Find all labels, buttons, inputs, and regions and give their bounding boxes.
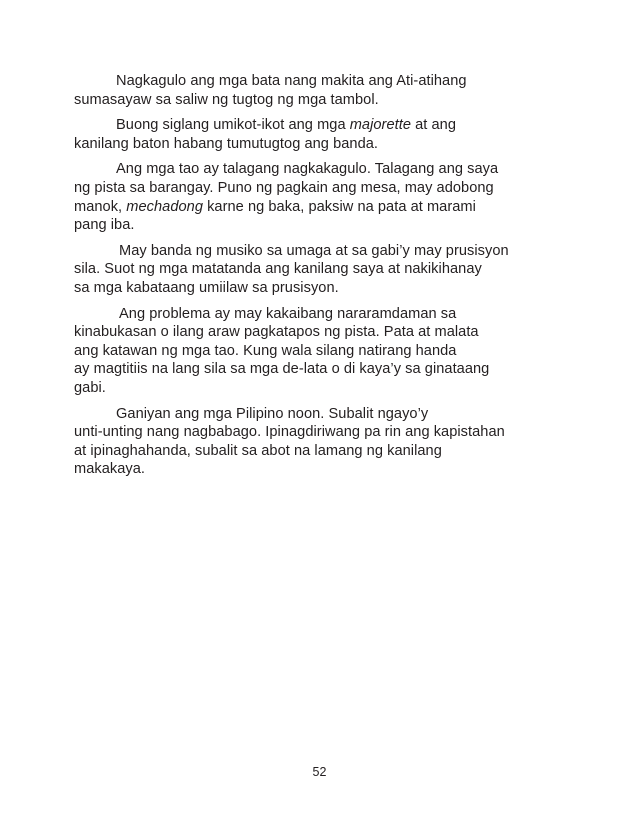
paragraph-5 xyxy=(74,305,544,398)
text-run: at ang xyxy=(411,117,456,134)
paragraph-1 xyxy=(74,72,544,109)
text-run: unti-unting nang nagbabago. Ipinagdiriwang pa rin ang kapistahan xyxy=(74,424,505,441)
text-run: at ipinaghahanda, subalit sa abot na lamang ng kanilang xyxy=(74,442,442,459)
text-line xyxy=(74,260,544,279)
text-run: Ang mga tao ay talagang nagkakagulo. Talagang ang saya xyxy=(116,161,499,178)
text-run: gabi. xyxy=(74,379,106,396)
text-line xyxy=(74,360,544,379)
text-run: sila. Suot ng mga matatanda ang kanilang saya at nakikihanay xyxy=(74,261,482,278)
text-line xyxy=(74,379,544,398)
text-run: makakaya. xyxy=(74,461,146,478)
text-line xyxy=(74,179,544,198)
text-run: kinabukasan o ilang araw pagkatapos ng pista. Pata at malata xyxy=(74,324,479,341)
body-text xyxy=(74,72,544,486)
text-line xyxy=(74,460,544,479)
text-line xyxy=(74,216,544,235)
text-line xyxy=(74,72,544,91)
text-run: sumasayaw sa saliw ng tugtog ng mga tambol. xyxy=(74,91,379,108)
text-line xyxy=(74,279,544,298)
text-line xyxy=(74,305,544,324)
text-run: karne ng baka, paksiw na pata at marami xyxy=(202,198,476,215)
paragraph-6 xyxy=(74,405,544,479)
text-run: manok, xyxy=(74,198,127,215)
paragraph-4 xyxy=(74,242,544,298)
italic-term: majorette xyxy=(349,117,412,134)
text-line xyxy=(74,342,544,361)
text-line xyxy=(74,160,544,179)
text-line xyxy=(74,91,544,110)
text-line xyxy=(74,135,544,154)
text-line xyxy=(74,423,544,442)
text-run: Ang problema ay may kakaibang nararamdaman sa xyxy=(119,305,457,322)
text-line xyxy=(74,405,544,424)
text-run: kanilang baton habang tumutugtog ang banda. xyxy=(74,135,379,152)
text-run: Buong siglang umikot-ikot ang mga xyxy=(116,117,350,134)
text-run: ng pista sa barangay. Puno ng pagkain ang mesa, may adobong xyxy=(74,179,494,196)
text-line xyxy=(74,323,544,342)
paragraph-2 xyxy=(74,116,544,153)
text-line xyxy=(74,242,544,261)
text-run: ang katawan ng mga tao. Kung wala silang natirang handa xyxy=(74,342,457,359)
text-line xyxy=(74,198,544,217)
text-run: Ganiyan ang mga Pilipino noon. Subalit ngayo’y xyxy=(116,405,429,422)
page-number: 52 xyxy=(312,765,327,779)
paragraph-3 xyxy=(74,160,544,234)
italic-term: mechadong xyxy=(126,198,203,215)
text-line xyxy=(74,442,544,461)
text-line xyxy=(74,116,544,135)
text-run: Nagkagulo ang mga bata nang makita ang Ati-atihang xyxy=(116,73,467,89)
text-run: ay magtitiis na lang sila sa mga de-lata o di kaya’y sa ginataang xyxy=(74,361,490,378)
text-run: sa mga kabataang umiilaw sa prusisyon. xyxy=(74,279,339,296)
text-run: May banda ng musiko sa umaga at sa gabi’y may prusisyon xyxy=(119,242,509,259)
text-run: pang iba. xyxy=(74,217,135,234)
